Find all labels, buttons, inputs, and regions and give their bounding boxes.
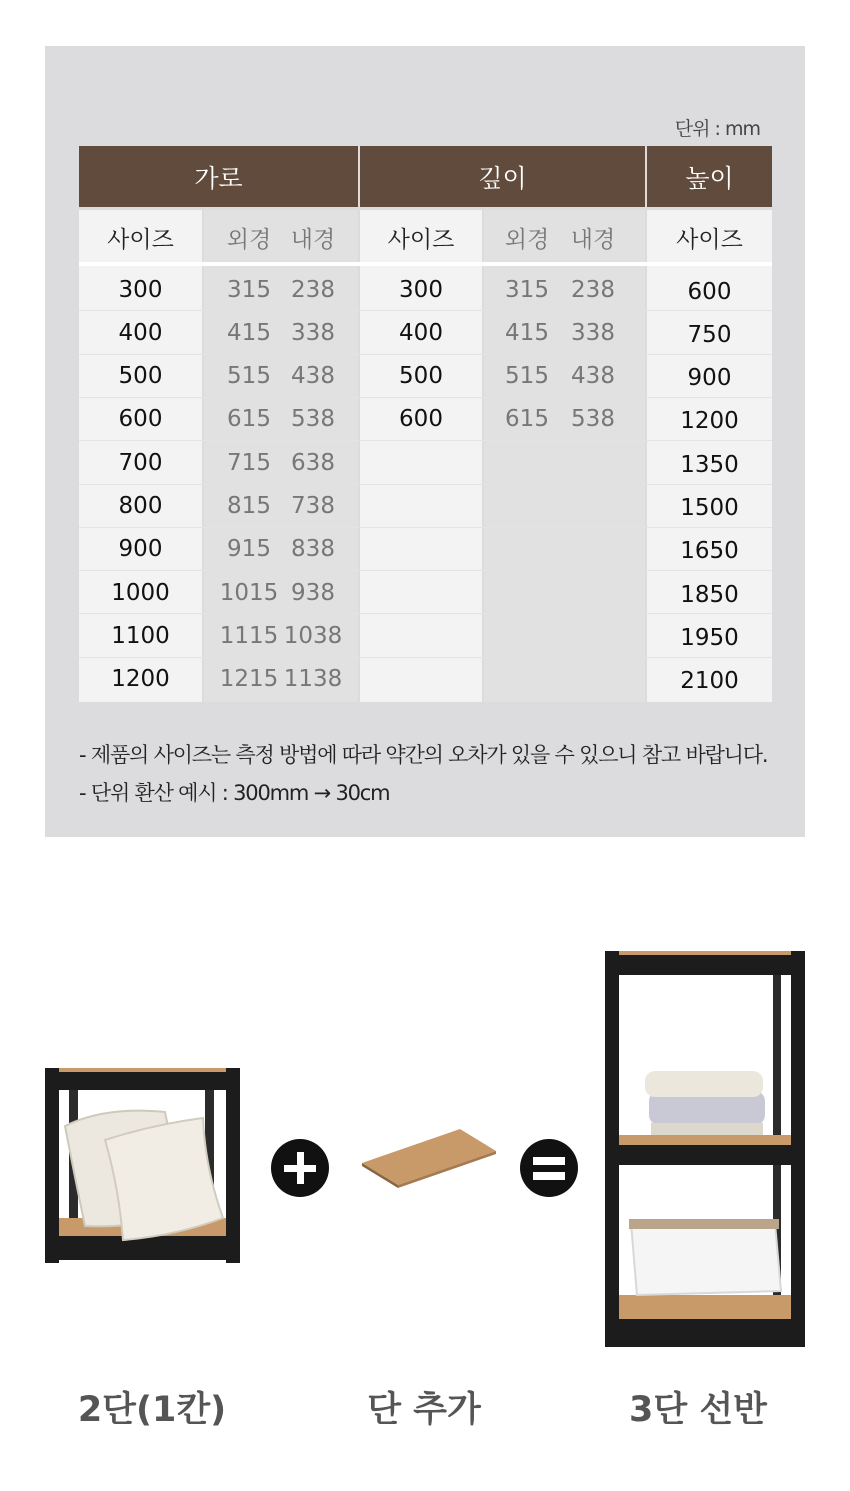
width-size-cell: 600	[118, 406, 163, 433]
width-inner-cell: 638	[291, 449, 335, 476]
height-size-cell: 900	[687, 365, 732, 392]
width-inner-cell: 438	[291, 363, 335, 390]
height-size-cell: 2100	[680, 668, 739, 695]
depth-size-cell: 400	[399, 319, 443, 346]
plus-icon	[271, 1139, 329, 1197]
width-inner-cell: 338	[291, 319, 335, 346]
width-size-cell: 700	[118, 449, 163, 476]
depth-inner-cell: 338	[571, 319, 615, 346]
height-size-cell: 1200	[680, 408, 739, 435]
width-size-cell: 1200	[111, 666, 170, 693]
shelf-board-image	[360, 1125, 498, 1189]
subheader-width-inner: 내경	[290, 227, 336, 253]
depth-inner-cell: 438	[571, 363, 615, 390]
width-outer-cell: 1015	[219, 579, 279, 606]
width-outer-cell: 315	[227, 276, 271, 303]
notes	[79, 736, 767, 812]
equals-icon	[520, 1139, 578, 1197]
caption-add-tier: 단 추가	[367, 1390, 481, 1430]
subheader-width-outer: 외경	[226, 227, 272, 253]
width-outer-cell: 715	[227, 449, 271, 476]
width-outer-cell: 515	[227, 363, 271, 390]
two-tier-shelf-image	[45, 1068, 240, 1263]
width-inner-cell: 1038	[283, 622, 343, 649]
note-line: - 단위 환산 예시 : 300mm → 30cm	[79, 781, 390, 805]
depth-size-cell: 500	[399, 363, 443, 390]
width-size-cell: 1100	[111, 622, 170, 649]
caption-two-tier: 2단(1칸)	[77, 1390, 227, 1430]
height-size-cell: 1350	[680, 451, 739, 478]
width-size-cell: 900	[118, 536, 163, 563]
depth-outer-cell: 315	[505, 276, 549, 303]
width-size-cell: 400	[118, 319, 163, 346]
depth-outer-cell: 615	[505, 406, 549, 433]
caption-three-tier: 3단 선반	[629, 1390, 767, 1430]
height-size-cell: 750	[687, 321, 732, 348]
depth-size-cell: 300	[399, 276, 443, 303]
width-outer-cell: 915	[227, 536, 271, 563]
depth-outer-cell: 515	[505, 363, 549, 390]
subheader-width-size: 사이즈	[107, 227, 174, 253]
width-inner-cell: 738	[291, 493, 335, 519]
depth-inner-cell: 538	[571, 406, 615, 433]
note-line: - 제품의 사이즈는 측정 방법에 따라 약간의 오차가 있을 수 있으니 참고 바랍니다.	[79, 743, 768, 767]
header-width: 가로	[79, 146, 358, 207]
width-outer-cell: 615	[227, 406, 271, 433]
width-inner-cell: 538	[291, 406, 335, 433]
height-size-cell: 1850	[680, 581, 739, 608]
width-inner-cell: 938	[291, 579, 335, 606]
subheader-depth-inner: 내경	[570, 227, 616, 253]
width-outer-cell: 815	[227, 493, 271, 519]
height-size-cell: 1650	[680, 538, 739, 565]
depth-size-cell: 600	[399, 406, 443, 433]
width-inner-cell: 1138	[283, 666, 343, 693]
size-table	[79, 146, 772, 702]
depth-outer-cell: 415	[505, 319, 549, 346]
depth-inner-cell: 238	[571, 276, 615, 303]
width-size-cell: 300	[118, 276, 163, 303]
width-outer-cell: 1115	[219, 622, 279, 649]
width-size-cell: 1000	[111, 579, 170, 606]
width-outer-cell: 415	[227, 319, 271, 346]
unit-label: 단위 : mm	[674, 118, 760, 140]
height-size-cell: 600	[687, 278, 732, 305]
height-size-cell: 1500	[680, 495, 739, 521]
three-tier-shelf-image	[605, 951, 805, 1347]
width-size-cell: 800	[118, 493, 163, 519]
width-size-cell: 500	[118, 363, 163, 390]
height-size-cell: 1950	[680, 624, 739, 651]
header-height: 높이	[647, 146, 772, 207]
subheader-depth-size: 사이즈	[387, 227, 455, 253]
subheader-depth-outer: 외경	[504, 227, 550, 253]
width-inner-cell: 238	[291, 276, 335, 303]
subheader-height-size: 사이즈	[676, 227, 743, 253]
width-outer-cell: 1215	[219, 666, 279, 693]
subheader-divider	[79, 262, 772, 266]
header-depth: 깊이	[360, 146, 645, 207]
width-inner-cell: 838	[291, 536, 335, 563]
